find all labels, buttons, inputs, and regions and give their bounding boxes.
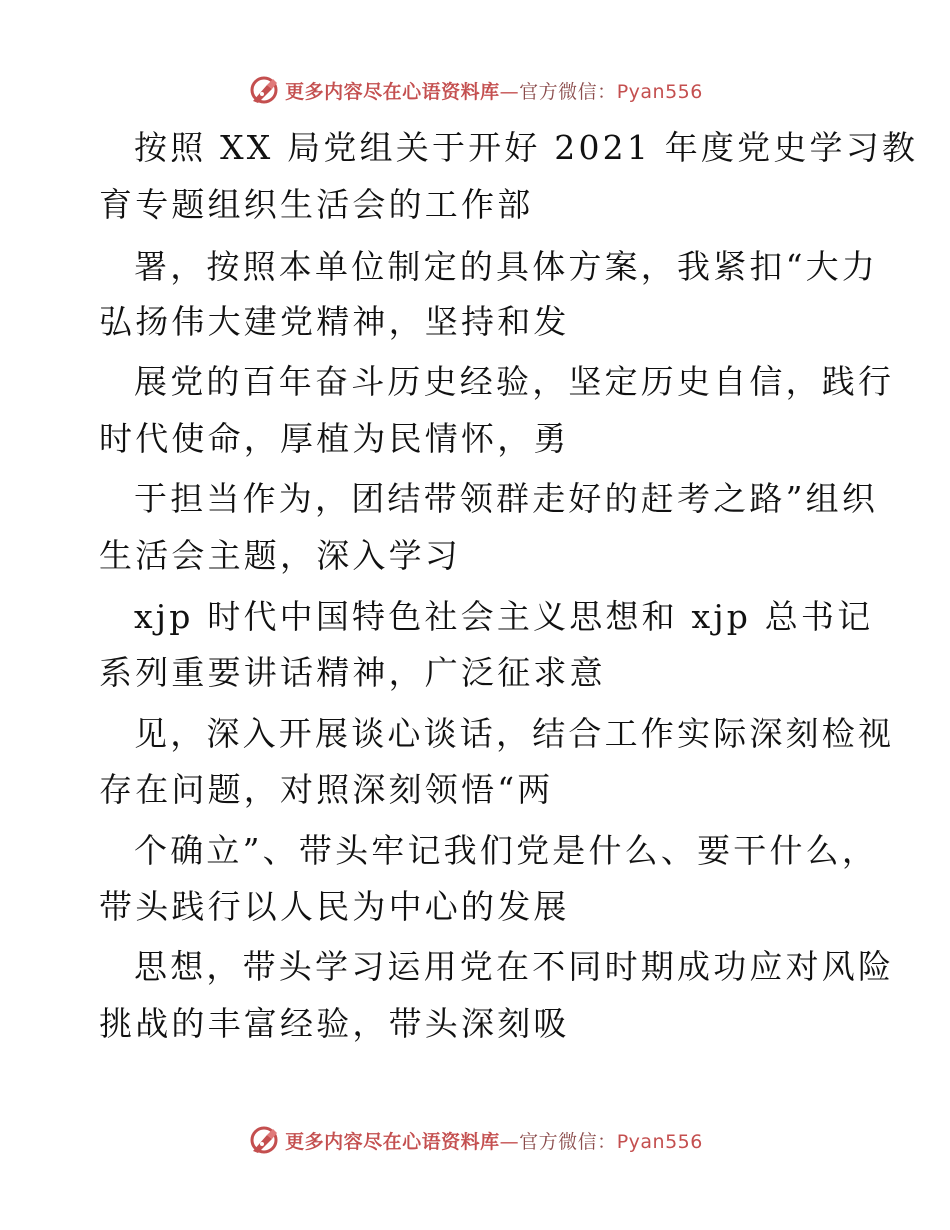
body-line: 育专题组织生活会的工作部 — [99, 185, 534, 224]
body-line: 生活会主题，深入学习 — [99, 536, 461, 575]
body-line: 时代使命，厚植为民情怀，勇 — [99, 419, 570, 458]
watermark-official-label: 官方微信： — [519, 1130, 617, 1153]
pen-nib-logo-icon — [247, 73, 281, 107]
body-line: 按照 XX 局党组关于开好 2021 年度党史学习教 — [134, 128, 919, 167]
watermark-text — [285, 77, 703, 104]
footer-watermark — [0, 1120, 950, 1160]
body-line: 弘扬伟大建党精神，坚持和发 — [99, 302, 570, 341]
watermark-official-label: 官方微信： — [519, 80, 617, 103]
header-watermark — [0, 70, 950, 110]
body-line: 存在问题，对照深刻领悟“两 — [99, 770, 554, 809]
body-line: 展党的百年奋斗历史经验，坚定历史自信，践行 — [134, 362, 895, 401]
body-line: 见，深入开展谈心谈话，结合工作实际深刻检视 — [134, 714, 895, 753]
body-line: 个确立”、带头牢记我们党是什么、要干什么， — [134, 831, 879, 870]
watermark-text — [285, 1127, 703, 1154]
watermark-main-text: 更多内容尽在心语资料库 — [285, 80, 500, 103]
watermark-main-text: 更多内容尽在心语资料库 — [285, 1130, 500, 1153]
watermark-wechat-id: Pyan556 — [616, 1130, 703, 1153]
watermark-dash: — — [499, 1130, 520, 1153]
body-line: 于担当作为，团结带领群走好的赶考之路”组织 — [134, 479, 879, 518]
body-line: 带头践行以人民为中心的发展 — [99, 887, 570, 926]
watermark-dash: — — [499, 80, 520, 103]
watermark-wechat-id: Pyan556 — [616, 80, 703, 103]
pen-nib-logo-icon — [247, 1123, 281, 1157]
body-line: 署，按照本单位制定的具体方案，我紧扣“大力 — [134, 247, 879, 286]
body-line: 思想，带头学习运用党在不同时期成功应对风险 — [134, 947, 895, 986]
body-line: xjp 时代中国特色社会主义思想和 xjp 总书记 — [134, 597, 874, 636]
body-line: 系列重要讲话精神，广泛征求意 — [99, 653, 606, 692]
body-line: 挑战的丰富经验，带头深刻吸 — [99, 1004, 570, 1043]
